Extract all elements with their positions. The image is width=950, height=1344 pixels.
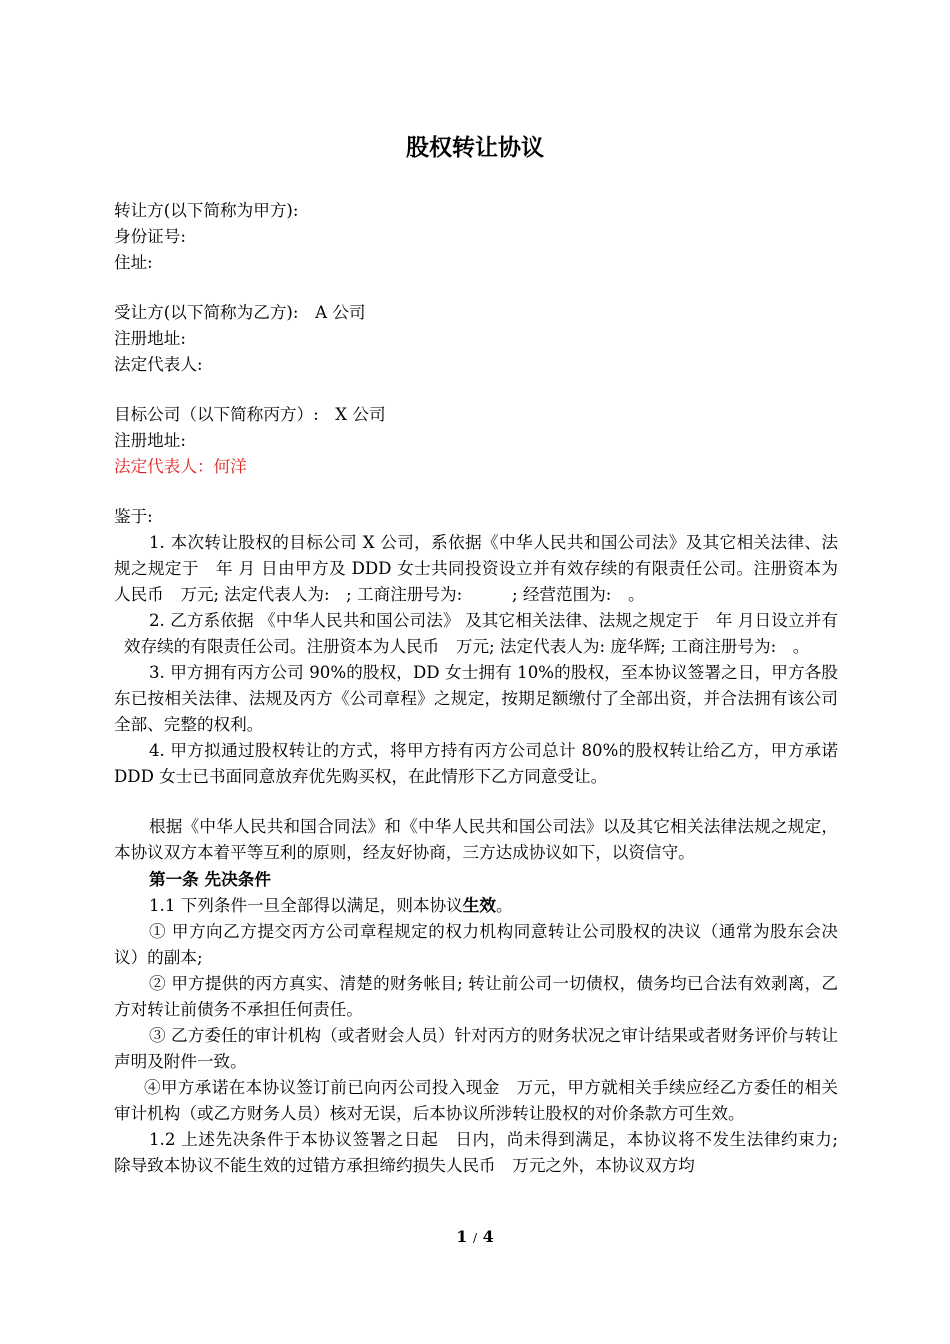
whereas-item-4: 4. 甲方拟通过股权转让的方式，将甲方持有丙方公司总计 80%的股权转让给乙方，甲方承诺 DDD 女士已书面同意放弃优先购买权，在此情形下乙方同意受让。 [114, 741, 838, 786]
whereas-item-3: 3. 甲方拥有丙方公司 90%的股权，DD 女士拥有 10%的股权，至本协议签署之日，甲方各股东已按相关法律、法规及丙方《公司章程》之规定，按期足额缴付了全部出资，并合法拥有该公司全部、完整的权利。 [114, 663, 838, 734]
whereas-label: 鉴于: [114, 507, 153, 526]
condition-4: ④甲方承诺在本协议签订前已向丙公司投入现金 万元，甲方就相关手续应经乙方委任的相关审计机构（或乙方财务人员）核对无误，后本协议所涉转让股权的对价条款方可生效。 [114, 1078, 838, 1123]
condition-3: ③ 乙方委任的审计机构（或者财会人员）针对丙方的财务状况之审计结果或者财务评价与转让声明及附件一致。 [114, 1026, 838, 1071]
party-c-label: 目标公司（以下简称丙方）: X 公司 [114, 405, 386, 424]
page-number [0, 1227, 950, 1246]
party-b-rep-label: 法定代表人: [114, 355, 203, 374]
article-1-2: 1.2 上述先决条件于本协议签署之日起 日内，尚未得到满足，本协议将不发生法律约束力; 除导致本协议不能生效的过错方承担缔约损失人民币 万元之外，本协议双方均 [114, 1130, 838, 1175]
party-a-id-label: 身份证号: [114, 227, 186, 246]
whereas-item-2: 2. 乙方系依据 《中华人民共和国公司法》 及其它相关法律、法规之规定于 年 月日设立并有效存续的有限责任公司。注册资本为人民币 万元; 法定代表人为: 庞华辉; 工商注册号为: 。 [124, 611, 838, 656]
page-separator: / [472, 1231, 478, 1245]
preamble: 根据《中华人民共和国合同法》和《中华人民共和国公司法》以及其它相关法律法规之规定，本协议双方本着平等互利的原则，经友好协商，三方达成协议如下，以资信守。 [114, 817, 838, 862]
document-body [114, 198, 838, 1179]
party-c-rep-label: 法定代表人：何洋 [114, 457, 247, 476]
total-pages: 4 [482, 1227, 494, 1246]
article-1-1-prefix: 1.1 下列条件一旦全部得以满足，则本协议 [149, 896, 463, 915]
current-page: 1 [456, 1227, 468, 1246]
party-a-label: 转让方(以下简称为甲方): [114, 201, 299, 220]
condition-1: ① 甲方向乙方提交丙方公司章程规定的权力机构同意转让公司股权的决议（通常为股东会决议）的副本; [114, 922, 838, 967]
condition-2: ② 甲方提供的丙方真实、清楚的财务帐目; 转让前公司一切债权，债务均已合法有效剥离，乙方对转让前债务不承担任何责任。 [114, 974, 838, 1019]
party-b-address-label: 注册地址: [114, 329, 186, 348]
article-1-1-bold: 生效 [462, 895, 496, 915]
article-1-1-suffix: 。 [495, 896, 513, 915]
party-a-address-label: 住址: [114, 253, 153, 272]
article-1-heading: 第一条 先决条件 [149, 869, 271, 889]
whereas-item-1: 1. 本次转让股权的目标公司 X 公司，系依据《中华人民共和国公司法》及其它相关法律、法规之规定于 年 月 日由甲方及 DDD 女士共同投资设立并有效存续的有限责任公司。注册资本为人民币 万元; 法定代表人为: ; 工商注册号为: ; 经营范围为: 。 [114, 533, 838, 604]
article-1-1 [114, 892, 838, 919]
document-title: 股权转让协议 [406, 134, 544, 161]
party-c-address-label: 注册地址: [114, 431, 186, 450]
party-b-label: 受让方(以下简称为乙方): A 公司 [114, 303, 366, 322]
